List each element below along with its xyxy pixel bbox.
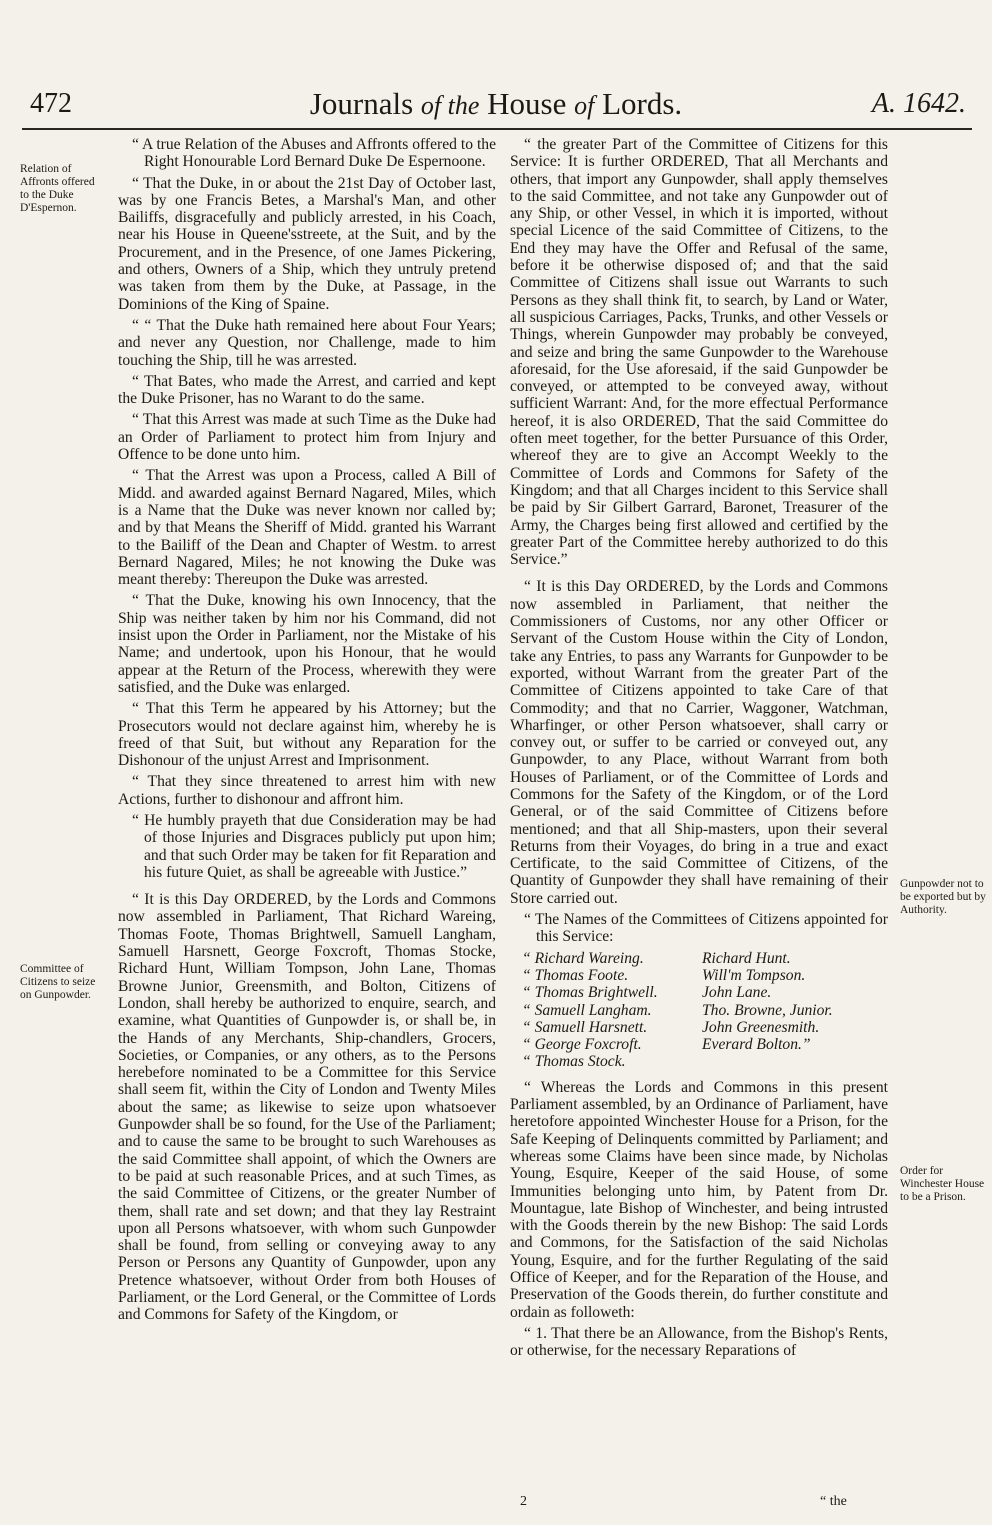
paragraph: “ That the Duke, knowing his own Innocency, that the Ship was neither taken by him nor his Command, did not insist upon the Order in Parliament, nor the Mistake of his Name; and undertook, upon his Honour, that he would appear at the Return of the Process, wherewith they were satisfied, and the Duke was enlarged. <box>118 592 496 696</box>
paragraph: “ That they since threatened to arrest him with new Actions, further to dishonour and affront him. <box>118 773 496 808</box>
paragraph: “ That this Term he appeared by his Attorney; but the Prosecutors would not declare against him, whereby he is freed of that Suit, but without any Reparation for the Dishonour of the unjust Arrest and Imprisonment. <box>118 700 496 770</box>
signature-mark: 2 <box>520 1494 527 1509</box>
list-item: “ Samuell Langham. <box>522 1001 652 1019</box>
committee-names <box>522 950 888 1071</box>
year-label: A. 1642. <box>871 88 966 119</box>
title-lords: Lords. <box>602 86 683 121</box>
list-item: John Greenesmith. <box>702 1018 820 1036</box>
margin-note-affronts: Relation of Affronts offered to the Duke D'Espernon. <box>20 163 95 214</box>
paragraph: “ That Bates, who made the Arrest, and carried and kept the Duke Prisoner, has no Warant to do the same. <box>118 372 496 408</box>
paragraph: “ That this Arrest was made at such Time as the Duke had an Order of Parliament to protect him from Injury and Offence to be done unto him. <box>118 411 496 464</box>
list-item: “ Thomas Foote. <box>522 966 629 984</box>
left-column <box>118 136 496 1328</box>
margin-note-winchester: Order for Winchester House to be a Prison. <box>900 1165 985 1203</box>
list-item: “ Thomas Stock. <box>522 1053 626 1071</box>
title-of-the: of the <box>420 91 480 120</box>
title-of: of <box>574 91 595 120</box>
list-item: “ George Foxcroft. <box>522 1036 642 1054</box>
paragraph: “ 1. That there be an Allowance, from the Bishop's Rents, or otherwise, for the necessary Reparations of <box>510 1324 888 1360</box>
list-item: Richard Hunt. <box>702 949 791 967</box>
paragraph: “ A true Relation of the Abuses and Affronts offered to the Right Honourable Lord Bernard Duke De Espernoone. <box>132 136 496 171</box>
list-item: John Lane. <box>702 984 772 1002</box>
paragraph: “ That the Arrest was upon a Process, called A Bill of Midd. and awarded against Bernard Nagared, Miles, which is a Name that the Duke was never known nor called by; and by that Means the Sheriff of Midd. granted his Warrant to the Bailiff of the Dean and Chapter of Westm. to arrest Bernard Nagared, Miles; he not knowing the Duke was meant thereby: Thereupon the Duke was arrested. <box>118 467 496 589</box>
title-house: House <box>487 86 567 121</box>
list-item: Everard Bolton.” <box>702 1036 811 1054</box>
paragraph: “ Whereas the Lords and Commons in this present Parliament assembled, by an Ordinance of Parliament, have heretofore appointed Winchester House for a Prison, for the Safe Keeping of Delinquents committed by Parliament; and whereas some Claims have been since made, by Nicholas Young, Esquire, Keeper of the said House, of some Immunities belonging unto him, by Patent from Dr. Mountague, late Bishop of Winchester, and being intrusted with the Goods therein by the new Bishop: The said Lords and Commons, for the Satisfaction of the said Nicholas Young, Esquire, and for the further Regulating of the said Office of Keeper, and for the Reparation of the House, and Preservation of the Goods therein, do further constitute and ordain as followeth: <box>510 1078 888 1321</box>
list-item: “ Samuell Harsnett. <box>522 1018 648 1036</box>
list-item: “ Richard Wareing. <box>522 949 644 967</box>
names-column-2 <box>702 950 833 1071</box>
list-item: “ Thomas Brightwell. <box>522 984 658 1002</box>
page-number: 472 <box>30 88 72 119</box>
paragraph: “ It is this Day ORDERED, by the Lords and Commons now assembled in Parliament, That Richard Wareing, Thomas Foote, Thomas Brightwell, Samuell Langham, Samuell Harsnett, George Foxcroft, Thomas Stocke, Richard Hunt, William Tompson, John Lane, Thomas Browne Junior, Greensmith, and Bolton, Citizens of London, shall hereby be authorized to enquire, search, and examine, what Quantities of Gunpowder is, or shall be, in the Hands of any Merchants, Ship-chandlers, Grocers, Societies, or Companies, or any others, as to the Persons herebefore nominated to be a Committee for this Service shall seem fit, within the City of London and Twenty Miles about the same; as likewise to seize upon whatsoever Gunpowder shall be so found, for the Use of the Parliament; and to cause the same to be brought to such Warehouses as the said Committee shall appoint, of which the Owners are to be paid at such reasonable Prices, and at such Times, as the said Committee of Citizens, or the greater Number of them, shall rate and set down; and that they lay Restraint upon all Persons whatsoever, with whom such Gunpowder shall be found, from selling or conveying away to any Person or Persons any Quantity of Gunpowder, upon any Pretence whatsoever, without Order from both Houses of Parliament, or the Lord General, or the Committee of Lords and Commons for Safety of the Kingdom, or <box>118 891 496 1324</box>
paragraph: “ The Names of the Committees of Citizens appointed for this Service: <box>524 911 888 946</box>
catchword: “ the <box>820 1494 847 1509</box>
title-journals: Journals <box>309 86 414 121</box>
paragraph: “ It is this Day ORDERED, by the Lords and Commons now assembled in Parliament, that neither the Commissioners of Customs, nor any other Officer or Servant of the Custom House within the City of London, take any Entries, to pass any Warrants for Gunpowder to be exported, without Warrant from the greater Part of the Committee of Citizens appointed to take Care of that Commodity; and that no Carrier, Waggoner, Watchman, Wharfinger, or other Person whatsoever, shall carry or convey out, or suffer to be carried or conveyed out, any Gunpowder, to any Place, without Warrant from both Houses of Parliament, or of the Committee of Lords and Commons for the Safety of the Kingdom, or of the Lord General, or of the said Committee of Citizens before mentioned; and that all Ship-masters, upon their several Returns from their Voyages, do bring in a true and exact Certificate, to the said Committee of Citizens, of the Quantity of Gunpowder they shall have remaining of their Store carried out. <box>510 578 888 907</box>
running-title <box>0 86 992 122</box>
list-item: Will'm Tompson. <box>702 966 806 984</box>
paragraph: “ That the Duke, in or about the 21st Day of October last, was by one Francis Betes, a Marshal's Man, and other Bailiffs, disgracefully and publicly arrested, in his Coach, near his House in Queene'sstreete, at the Suit, and by the Procurement, and in the Presence, of one James Pickering, and others, Owners of a Ship, which they untruly pretend was taken from them by the Duke, at Passage, in the Dominions of the King of Spaine. <box>118 174 496 313</box>
margin-note-committee: Committee of Citizens to seize on Gunpowder. <box>20 963 96 1001</box>
page-header <box>0 88 992 128</box>
header-rule <box>22 128 972 130</box>
paragraph: “ the greater Part of the Committee of Citizens for this Service: It is further ORDERED, That all Merchants and others, that import any Gunpowder, shall apply themselves to the said Committee, and not take any Gunpowder out of any Ship, or other Vessel, in which it is imported, without special Licence of the said Committee of Citizens, to the End they may have the Offer and Refusal of the same, before it be otherwise disposed of; and that the said Committee of Citizens shall issue out Warrants to such Persons as they shall think fit, to search, by Land or Water, all suspicious Carriages, Packs, Trunks, and other Vessels or Things, wherein Gunpowder may probably be conveyed, and seize and bring the same Gunpowder to the Warehouse aforesaid, for the Use aforesaid, if the said Gunpowder be conveyed, or attempted to be conveyed away, without sufficient Warrant: And, for the more effectual Performance hereof, it is also ORDERED, That the said Committee do often meet together, for the better Pursuance of this Order, whereof they are to give an Accompt Weekly to the Committee of Lords and Commons for Safety of the Kingdom; and that all Charges incident to this Service shall be paid by Sir Gilbert Garrard, Baronet, Treasurer of the Army, the Charges being first allowed and certified by the greater Part of the Committee hereby authorized to do this Service.” <box>510 136 888 569</box>
margin-note-gunpowder: Gunpowder not to be exported but by Authority. <box>900 878 986 916</box>
list-item: Tho. Browne, Junior. <box>702 1001 833 1019</box>
right-column <box>510 136 888 1363</box>
paragraph: “ He humbly prayeth that due Consideration may be had of those Injuries and Disgraces publicly put upon him; and that such Order may be taken for fit Reparation and his future Quiet, as shall be agreeable with Justice.” <box>132 811 496 881</box>
paragraph: “ “ That the Duke hath remained here about Four Years; and never any Question, nor Challenge, made to him touching the Ship, till he was arrested. <box>118 316 496 369</box>
names-column-1 <box>522 950 702 1071</box>
